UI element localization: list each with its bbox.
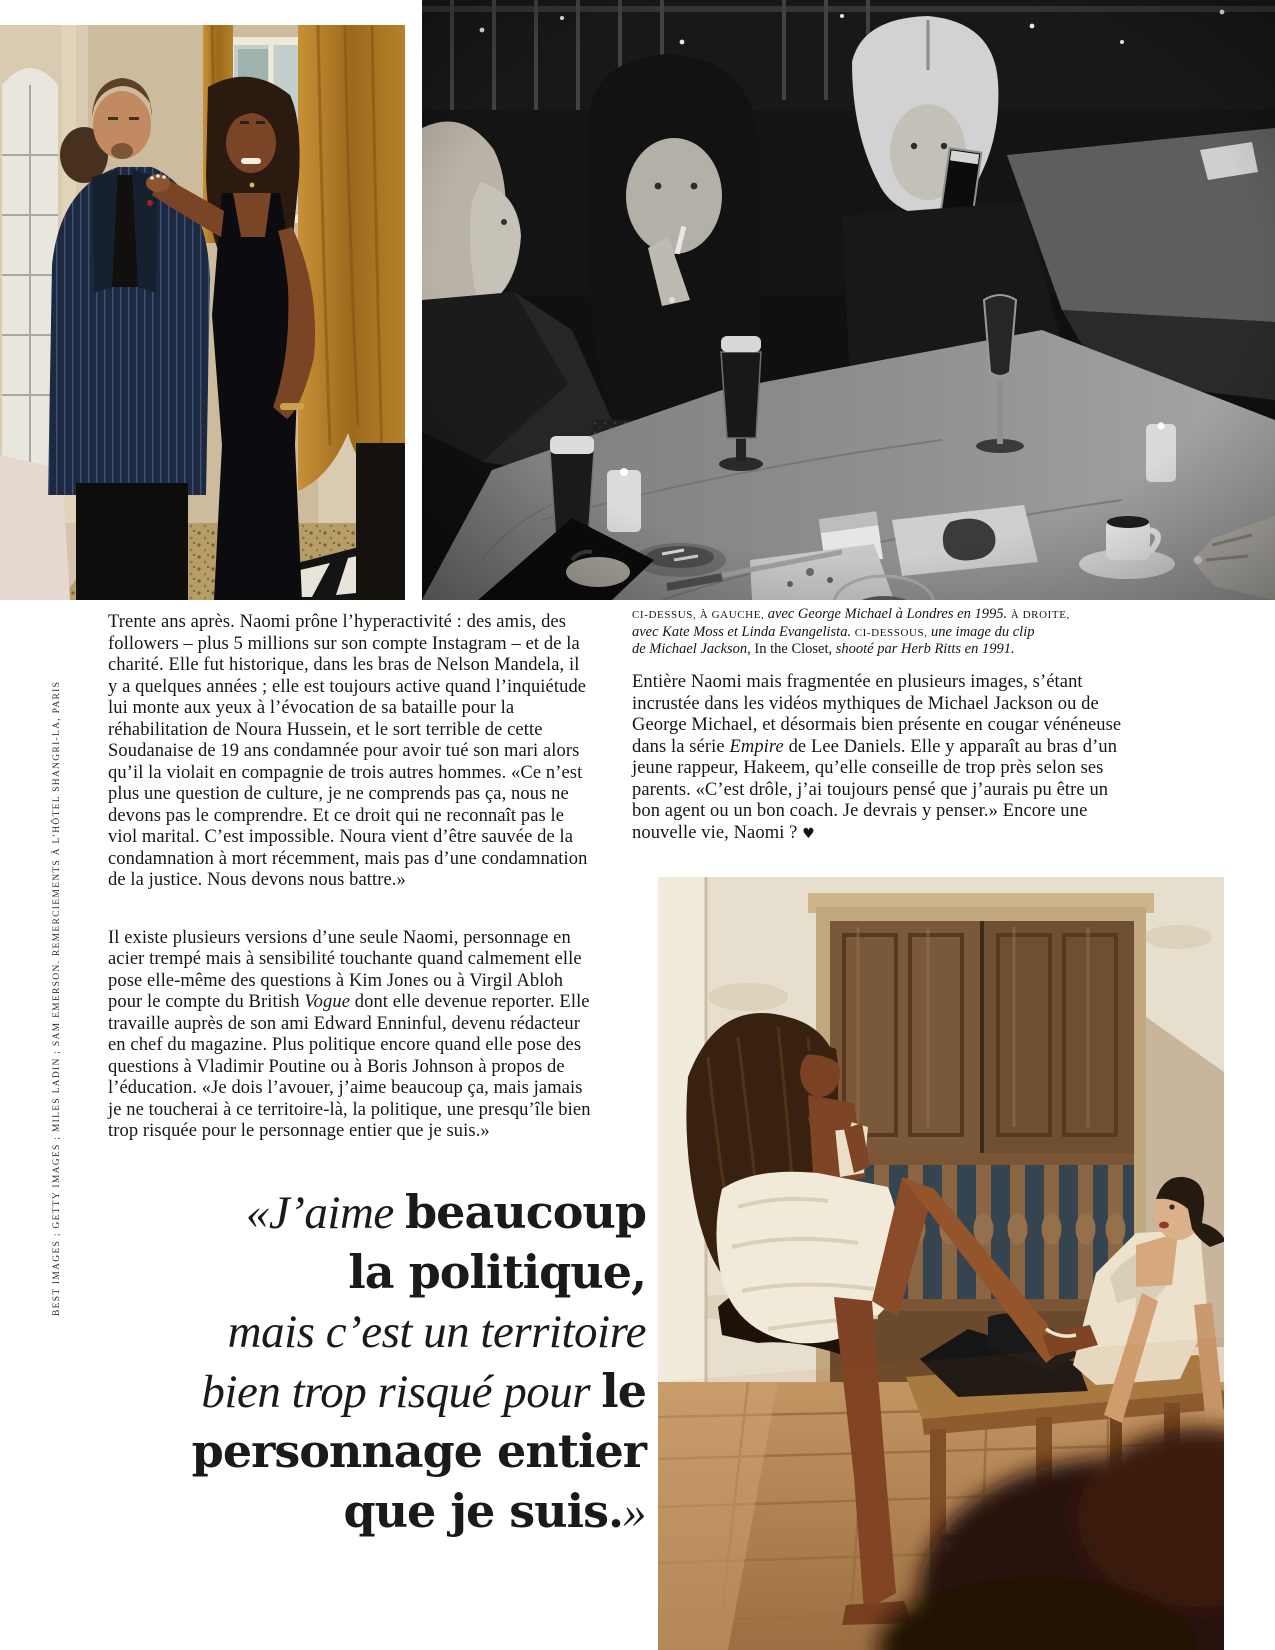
- warm-light-overlay: [658, 1337, 1224, 1650]
- text-segment: »: [623, 1486, 646, 1538]
- photo-caption: [632, 606, 1070, 659]
- text-segment: beaucoup: [405, 1185, 646, 1239]
- text-segment: ci-dessus, à gauche,: [632, 606, 768, 622]
- photo-george-michael-naomi: [0, 25, 405, 600]
- photo-credits-vertical: BEST IMAGES ; GETTY IMAGES ; MILES LADIN ; SAM EMERSON. REMERCIEMENTS À L’HÔTEL SHANGRI-LA, PARIS: [52, 680, 62, 1316]
- paragraph: [632, 672, 1124, 845]
- photo-in-the-closet-art: [658, 877, 1224, 1650]
- pull-quote-line: [90, 1308, 646, 1367]
- text-segment: Empire: [729, 736, 784, 757]
- caption-line: [632, 624, 1070, 642]
- text-segment: la politique,: [348, 1245, 646, 1299]
- text-segment: ♥: [802, 825, 815, 842]
- text-segment: mais c’est un territoire: [227, 1306, 646, 1358]
- article-column-left: [108, 612, 592, 1143]
- text-segment: «J’aime: [245, 1187, 406, 1239]
- pull-quote-line: [90, 1424, 646, 1487]
- text-segment: Entière Naomi mais fragmentée en plusieurs images, s’étant incrustée dans les vidéos mythiques de Michael Jackson ou de George Michael, et désormais bien présente en cougar vénéneuse dans la série: [632, 672, 1122, 757]
- text-segment: le: [601, 1364, 646, 1418]
- text-segment: à droite,: [1010, 606, 1070, 622]
- pull-quote-line: [90, 1245, 646, 1308]
- pull-quote-line: [90, 1185, 646, 1248]
- caption-line: [632, 606, 1070, 624]
- text-segment: Il existe plusieurs versions d’une seule Naomi, personnage en acier trempé mais à sensibilité touchante quand calmement elle pose elle-même des questions à Kim Jones ou à Virgil Abloh pour le compte du British: [108, 927, 582, 1012]
- photo-in-the-closet: [658, 877, 1224, 1650]
- text-segment: shooté par Herb Ritts en 1991.: [835, 641, 1015, 657]
- text-segment: dont elle devenue reporter. Elle travaille auprès de son ami Edward Enninful, devenu rédacteur en chef du magazine. Plus politique encore quand elle pose des questions à Vladimir Poutine ou à Boris Johnson à propos de l’éducation. «Je dois l’avouer, j’aime beaucoup ça, mais jamais je ne toucherai à ce territoire-là, la politique, une presqu’île bien trop risquée pour le personnage entier que je suis.»: [108, 992, 591, 1141]
- text-segment: avec George Michael à Londres en 1995.: [767, 606, 1011, 622]
- text-segment: ci-dessous,: [854, 623, 931, 640]
- red-ribbon-pin: [147, 200, 153, 206]
- pull-quote-line: [90, 1484, 646, 1547]
- photo-table-bw-art: [422, 0, 1275, 600]
- pull-quote: [90, 1185, 646, 1547]
- text-segment: de Lee Daniels. Elle y apparaît au bras d’un jeune rappeur, Hakeem, qu’elle conseille de trop près selon ses parents. «C’est drôle, j’ai toujours pensé que j’aurais pu être un bon agent ou un bon coach. Je devrais y penser.» Encore une nouvelle vie, Naomi ?: [632, 736, 1118, 843]
- text-segment: que je suis.: [343, 1484, 623, 1538]
- article-column-right: [632, 672, 1124, 845]
- text-segment: une image du clip: [930, 623, 1035, 640]
- text-segment: personnage entier: [191, 1424, 646, 1478]
- background-guest-right: [356, 443, 405, 600]
- text-segment: bien trop risqué pour: [201, 1366, 602, 1418]
- caption-line: [632, 641, 1070, 659]
- text-segment: Trente ans après. Naomi prône l’hyperactivité : des amis, des followers – plus 5 millions sur son compte Instagram – et de la charité. Elle fut historique, dans les bras de Nelson Mandela, il y a quelques années ; elle est toujours active quand l’inquiétude lui monte aux yeux à l’évocation de sa bataille pour la réhabilitation de Noura Hussein, et le sort terrible de cette Soudanaise de 19 ans condamnée pour avoir tué son mari alors qu’il la violait en compagnie de trois autres hommes. «Ce n’est plus une question de culture, je ne comprends pas ça, nous ne devons pas le comprendre. Et ce droit qui ne reconnaît pas le viol marital. C’est impossible. Noura vient d’être sauvée de la condamnation à mort récemment, mais pas d’une condamnation de la justice. Nous devons nous battre.»: [108, 612, 588, 890]
- text-segment: Vogue: [304, 992, 351, 1012]
- text-segment: In the Closet,: [754, 641, 836, 657]
- paragraph: [108, 612, 592, 892]
- text-segment: avec Kate Moss et Linda Evangelista.: [632, 623, 855, 640]
- pull-quote-line: [90, 1364, 646, 1427]
- paragraph: [108, 928, 592, 1143]
- text-segment: de Michael Jackson,: [632, 641, 755, 657]
- photo-kate-naomi-linda-bw: [422, 0, 1275, 600]
- photo-george-michael-naomi-art: [0, 25, 405, 600]
